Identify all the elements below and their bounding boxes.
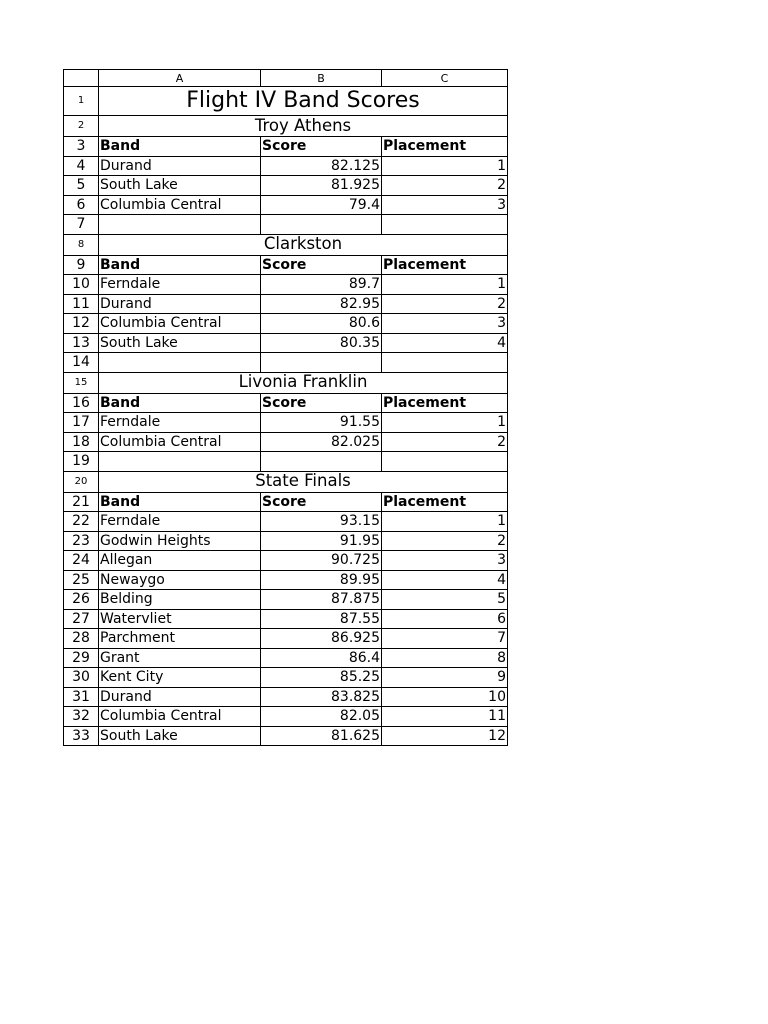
placement-cell[interactable]: 3 (382, 195, 508, 215)
row-number[interactable]: 3 (64, 137, 99, 157)
row-number[interactable]: 14 (64, 353, 99, 373)
spreadsheet-body (64, 70, 508, 746)
band-cell[interactable]: Columbia Central (99, 432, 261, 452)
row-number[interactable]: 33 (64, 726, 99, 746)
row-number[interactable]: 18 (64, 432, 99, 452)
band-cell[interactable]: Columbia Central (99, 707, 261, 727)
table-row (64, 176, 508, 196)
column-header-b[interactable]: B (261, 70, 382, 87)
band-cell[interactable]: Ferndale (99, 413, 261, 433)
band-cell[interactable]: Allegan (99, 551, 261, 571)
score-cell[interactable]: 83.825 (261, 687, 382, 707)
blank-row (64, 215, 508, 235)
blank-row (64, 452, 508, 472)
placement-column-label[interactable]: Placement (382, 137, 508, 157)
score-cell[interactable]: 93.15 (261, 512, 382, 532)
score-column-label[interactable]: Score (261, 492, 382, 512)
band-column-label[interactable]: Band (99, 137, 261, 157)
blank-row (64, 353, 508, 373)
row-number[interactable]: 32 (64, 707, 99, 727)
score-cell[interactable]: 87.875 (261, 590, 382, 610)
column-label-row (64, 492, 508, 512)
placement-cell[interactable]: 12 (382, 726, 508, 746)
table-row (64, 648, 508, 668)
row-number[interactable]: 6 (64, 195, 99, 215)
empty-cell[interactable] (99, 215, 261, 235)
band-cell[interactable]: South Lake (99, 726, 261, 746)
table-row (64, 333, 508, 353)
row-number[interactable]: 8 (64, 234, 99, 255)
placement-column-label[interactable]: Placement (382, 393, 508, 413)
placement-cell[interactable]: 6 (382, 609, 508, 629)
empty-cell[interactable] (382, 353, 508, 373)
placement-cell[interactable]: 3 (382, 314, 508, 334)
band-cell[interactable]: Ferndale (99, 512, 261, 532)
band-cell[interactable]: Watervliet (99, 609, 261, 629)
band-column-label[interactable]: Band (99, 393, 261, 413)
row-number[interactable]: 31 (64, 687, 99, 707)
score-cell[interactable]: 86.4 (261, 648, 382, 668)
row-number[interactable]: 4 (64, 156, 99, 176)
placement-cell[interactable]: 1 (382, 512, 508, 532)
column-header-a[interactable]: A (99, 70, 261, 87)
row-number[interactable]: 2 (64, 116, 99, 137)
score-column-label[interactable]: Score (261, 255, 382, 275)
section-row (64, 234, 508, 255)
score-cell[interactable]: 79.4 (261, 195, 382, 215)
section-row (64, 116, 508, 137)
table-row (64, 512, 508, 532)
empty-cell[interactable] (261, 452, 382, 472)
row-number[interactable]: 22 (64, 512, 99, 532)
score-column-label[interactable]: Score (261, 137, 382, 157)
score-column-label[interactable]: Score (261, 393, 382, 413)
section-title[interactable]: Livonia Franklin (99, 372, 508, 393)
row-number[interactable]: 19 (64, 452, 99, 472)
band-column-label[interactable]: Band (99, 492, 261, 512)
row-number[interactable]: 13 (64, 333, 99, 353)
table-row (64, 687, 508, 707)
placement-cell[interactable]: 1 (382, 275, 508, 295)
band-cell[interactable]: Durand (99, 294, 261, 314)
table-row (64, 551, 508, 571)
table-row (64, 156, 508, 176)
row-number[interactable]: 21 (64, 492, 99, 512)
score-cell[interactable]: 80.6 (261, 314, 382, 334)
row-number[interactable]: 12 (64, 314, 99, 334)
band-cell[interactable]: South Lake (99, 176, 261, 196)
placement-cell[interactable]: 11 (382, 707, 508, 727)
column-header-row (64, 70, 508, 87)
score-cell[interactable]: 89.7 (261, 275, 382, 295)
row-number[interactable]: 5 (64, 176, 99, 196)
score-cell[interactable]: 90.725 (261, 551, 382, 571)
placement-cell[interactable]: 4 (382, 333, 508, 353)
row-number[interactable]: 9 (64, 255, 99, 275)
score-cell[interactable]: 82.125 (261, 156, 382, 176)
placement-cell[interactable]: 4 (382, 570, 508, 590)
score-cell[interactable]: 80.35 (261, 333, 382, 353)
table-row (64, 275, 508, 295)
table-row (64, 570, 508, 590)
score-cell[interactable]: 89.95 (261, 570, 382, 590)
row-number[interactable]: 11 (64, 294, 99, 314)
title-row (64, 87, 508, 116)
band-cell[interactable]: Columbia Central (99, 314, 261, 334)
row-number[interactable]: 27 (64, 609, 99, 629)
band-cell[interactable]: Ferndale (99, 275, 261, 295)
empty-cell[interactable] (261, 215, 382, 235)
band-cell[interactable]: Belding (99, 590, 261, 610)
table-row (64, 432, 508, 452)
placement-cell[interactable]: 2 (382, 294, 508, 314)
band-cell[interactable]: Durand (99, 687, 261, 707)
table-row (64, 668, 508, 688)
section-title[interactable]: State Finals (99, 471, 508, 492)
band-cell[interactable]: Columbia Central (99, 195, 261, 215)
corner-cell[interactable] (64, 70, 99, 87)
column-label-row (64, 393, 508, 413)
placement-cell[interactable]: 5 (382, 590, 508, 610)
placement-cell[interactable]: 2 (382, 176, 508, 196)
band-cell[interactable]: Parchment (99, 629, 261, 649)
score-cell[interactable]: 81.925 (261, 176, 382, 196)
row-number[interactable]: 24 (64, 551, 99, 571)
column-label-row (64, 137, 508, 157)
row-number[interactable]: 23 (64, 531, 99, 551)
empty-cell[interactable] (99, 353, 261, 373)
row-number[interactable]: 25 (64, 570, 99, 590)
row-number[interactable]: 29 (64, 648, 99, 668)
placement-column-label[interactable]: Placement (382, 492, 508, 512)
empty-cell[interactable] (382, 215, 508, 235)
table-row (64, 629, 508, 649)
table-row (64, 609, 508, 629)
placement-cell[interactable]: 8 (382, 648, 508, 668)
row-number[interactable]: 1 (64, 87, 99, 116)
row-number[interactable]: 20 (64, 471, 99, 492)
band-cell[interactable]: Godwin Heights (99, 531, 261, 551)
score-cell[interactable]: 91.55 (261, 413, 382, 433)
band-cell[interactable]: Kent City (99, 668, 261, 688)
spreadsheet-table (63, 69, 508, 746)
score-cell[interactable]: 81.625 (261, 726, 382, 746)
table-row (64, 707, 508, 727)
band-cell[interactable]: South Lake (99, 333, 261, 353)
table-row (64, 314, 508, 334)
row-number[interactable]: 30 (64, 668, 99, 688)
section-title[interactable]: Troy Athens (99, 116, 508, 137)
row-number[interactable]: 17 (64, 413, 99, 433)
column-label-row (64, 255, 508, 275)
band-column-label[interactable]: Band (99, 255, 261, 275)
table-row (64, 413, 508, 433)
section-title[interactable]: Clarkston (99, 234, 508, 255)
score-cell[interactable]: 86.925 (261, 629, 382, 649)
section-row (64, 471, 508, 492)
empty-cell[interactable] (382, 452, 508, 472)
row-number[interactable]: 28 (64, 629, 99, 649)
score-cell[interactable]: 82.05 (261, 707, 382, 727)
table-row (64, 294, 508, 314)
row-number[interactable]: 26 (64, 590, 99, 610)
row-number[interactable]: 7 (64, 215, 99, 235)
placement-cell[interactable]: 1 (382, 156, 508, 176)
placement-column-label[interactable]: Placement (382, 255, 508, 275)
section-row (64, 372, 508, 393)
placement-cell[interactable]: 10 (382, 687, 508, 707)
table-row (64, 590, 508, 610)
row-number[interactable]: 10 (64, 275, 99, 295)
empty-cell[interactable] (99, 452, 261, 472)
score-cell[interactable]: 82.025 (261, 432, 382, 452)
band-cell[interactable]: Grant (99, 648, 261, 668)
table-row (64, 531, 508, 551)
placement-cell[interactable]: 7 (382, 629, 508, 649)
placement-cell[interactable]: 1 (382, 413, 508, 433)
band-cell[interactable]: Newaygo (99, 570, 261, 590)
table-row (64, 195, 508, 215)
placement-cell[interactable]: 2 (382, 432, 508, 452)
empty-cell[interactable] (261, 353, 382, 373)
score-cell[interactable]: 87.55 (261, 609, 382, 629)
score-cell[interactable]: 91.95 (261, 531, 382, 551)
sheet-title[interactable]: Flight IV Band Scores (99, 87, 508, 116)
placement-cell[interactable]: 3 (382, 551, 508, 571)
score-cell[interactable]: 82.95 (261, 294, 382, 314)
table-row (64, 726, 508, 746)
score-cell[interactable]: 85.25 (261, 668, 382, 688)
row-number[interactable]: 16 (64, 393, 99, 413)
column-header-c[interactable]: C (382, 70, 508, 87)
placement-cell[interactable]: 2 (382, 531, 508, 551)
placement-cell[interactable]: 9 (382, 668, 508, 688)
row-number[interactable]: 15 (64, 372, 99, 393)
band-cell[interactable]: Durand (99, 156, 261, 176)
